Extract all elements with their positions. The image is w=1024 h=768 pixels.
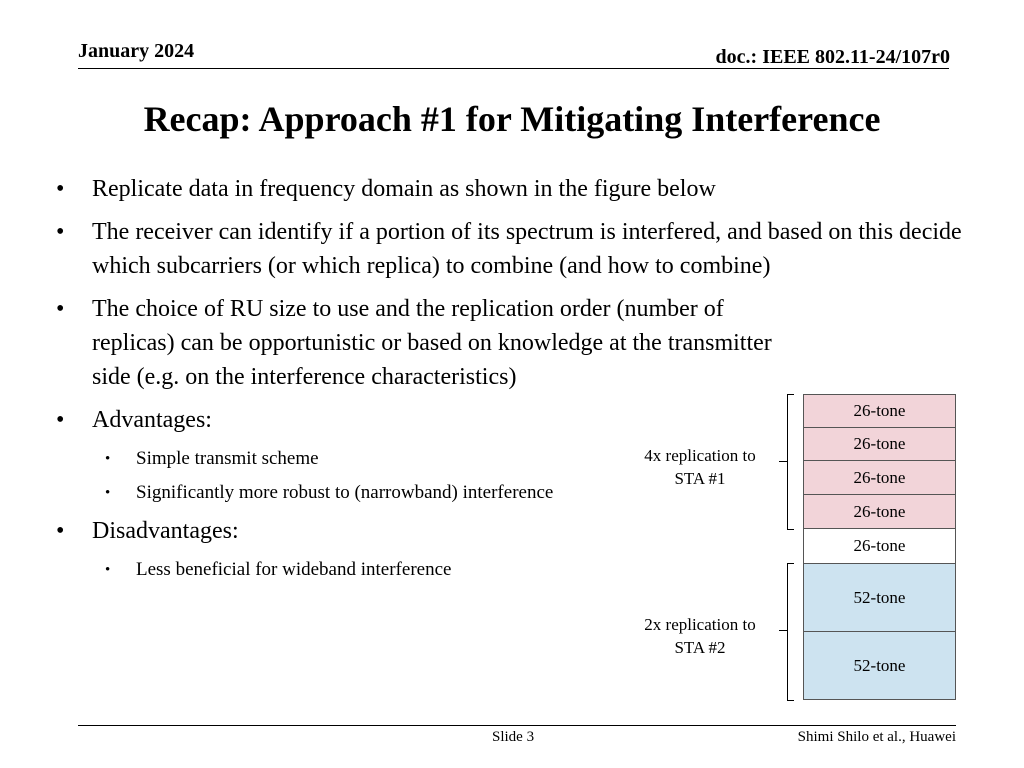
header-doc-id: doc.: IEEE 802.11-24/107r0 <box>715 46 950 68</box>
sta1-label <box>625 444 775 490</box>
sub-bullet-item: • Less beneficial for wideband interference <box>105 559 452 580</box>
bullet-text: The receiver can identify if a portion of its spectrum is interfered, and based on this decide which subcarriers (or which replica) to combine (and how to combine) <box>92 219 962 279</box>
bullet-text: Disadvantages: <box>92 518 239 544</box>
bullet-item: • Replicate data in frequency domain as shown in the figure below <box>56 176 716 202</box>
header-divider <box>78 68 949 69</box>
sta1-bracket-tick <box>779 461 787 462</box>
sta2-bracket <box>787 563 794 701</box>
sta2-bracket-tick <box>779 630 787 631</box>
ru-box: 26-tone <box>803 528 956 564</box>
bullet-item: • Advantages: <box>56 407 212 433</box>
header-date: January 2024 <box>78 40 195 62</box>
ru-box: 26-tone <box>803 394 956 428</box>
bullet-text: Advantages: <box>92 407 212 433</box>
bullet-item: • The receiver can identify if a portion of its spectrum is interfered, and based on this decide which subcarriers (or which replica) to combine (and how to combine) <box>56 219 962 279</box>
sta2-label <box>625 613 775 659</box>
sta1-label-line: STA #1 <box>674 469 726 488</box>
ru-box: 52-tone <box>803 631 956 700</box>
ru-box: 26-tone <box>803 494 956 529</box>
sub-bullet-text: Simple transmit scheme <box>136 448 319 469</box>
ru-box: 52-tone <box>803 563 956 632</box>
bullet-item: • Disadvantages: <box>56 518 239 544</box>
sub-bullet-item: • Simple transmit scheme <box>105 448 319 469</box>
sub-bullet-item: • Significantly more robust to (narrowband) interference <box>105 482 554 503</box>
footer-author: Shimi Shilo et al., Huawei <box>797 729 956 745</box>
sub-bullet-text: Significantly more robust to (narrowband) interference <box>136 482 554 503</box>
slide-title: Recap: Approach #1 for Mitigating Interference <box>143 99 881 139</box>
ru-box: 26-tone <box>803 427 956 461</box>
slide-number: Slide 3 <box>492 729 535 745</box>
sta1-bracket <box>787 394 794 530</box>
footer-divider <box>78 725 956 726</box>
ru-box: 26-tone <box>803 460 956 495</box>
bullet-text: Replicate data in frequency domain as shown in the figure below <box>92 176 716 202</box>
bullet-text: The choice of RU size to use and the replication order (number of replicas) can be opportunistic or based on knowledge at the transmitter <box>92 296 772 356</box>
sta1-label-line: 4x replication to <box>644 446 756 465</box>
sta2-label-line: 2x replication to <box>644 615 756 634</box>
bullet-text-cont: side (e.g. on the interference characteristics) <box>92 364 517 390</box>
sta2-label-line: STA #2 <box>674 638 726 657</box>
sub-bullet-text: Less beneficial for wideband interference <box>136 559 452 580</box>
bullet-item: • The choice of RU size to use and the replication order (number of replicas) can be opportunistic or based on knowledge at the transmitter side (e.g. on the interference characteristics) <box>56 296 772 390</box>
